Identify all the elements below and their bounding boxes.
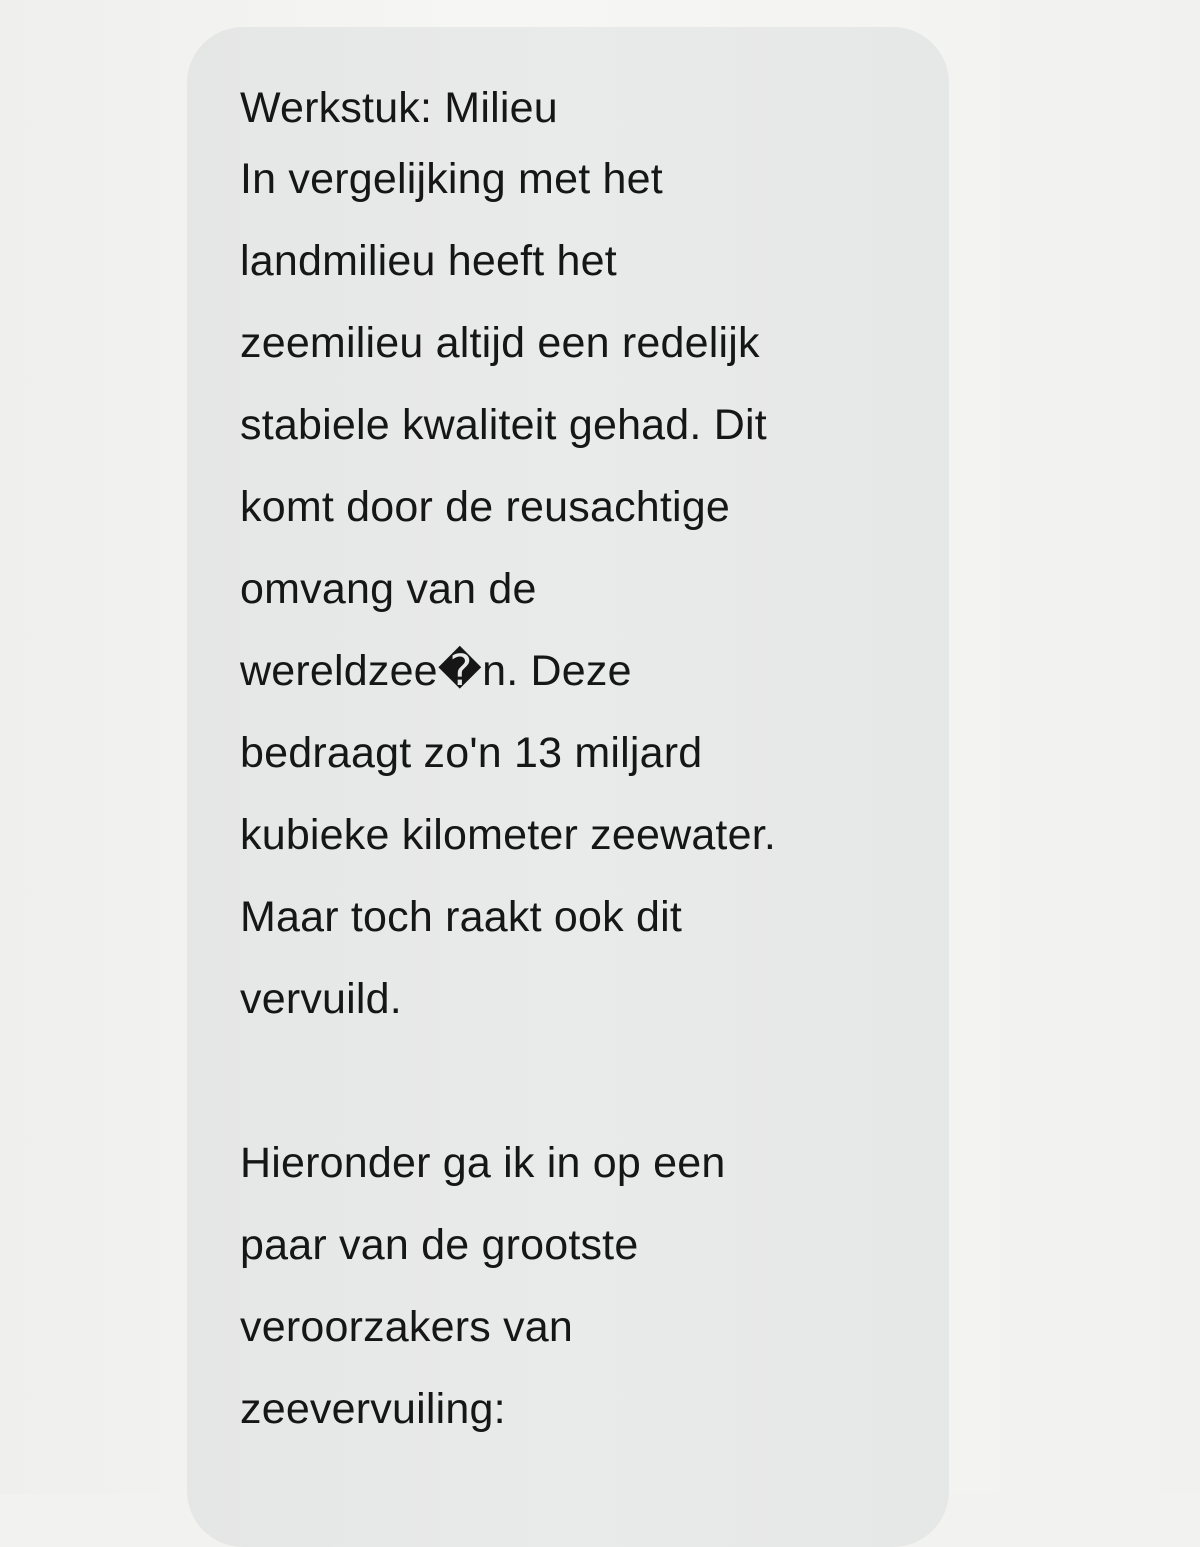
message-line: vervuild. (240, 975, 402, 1023)
message-line: wereldzee�n. Deze (240, 647, 632, 695)
message-line: omvang van de (240, 565, 537, 613)
message-line: Maar toch raakt ook dit (240, 893, 682, 941)
message-line: Hieronder ga ik in op een (240, 1139, 726, 1187)
message-text (240, 78, 900, 1450)
message-line: landmilieu heeft het (240, 237, 617, 285)
message-line: stabiele kwaliteit gehad. Dit (240, 401, 767, 449)
message-line: paar van de grootste (240, 1221, 639, 1269)
message-line: kubieke kilometer zeewater. (240, 811, 776, 859)
message-line: bedraagt zo'n 13 miljard (240, 729, 703, 777)
paragraph-gap (240, 1040, 900, 1122)
message-line: veroorzakers van (240, 1303, 574, 1351)
message-line: In vergelijking met het (240, 155, 663, 203)
message-line: zeemilieu altijd een redelijk (240, 319, 760, 367)
message-title: Werkstuk: Milieu (240, 84, 558, 132)
message-line: komt door de reusachtige (240, 483, 731, 531)
message-line: zeevervuiling: (240, 1385, 506, 1433)
